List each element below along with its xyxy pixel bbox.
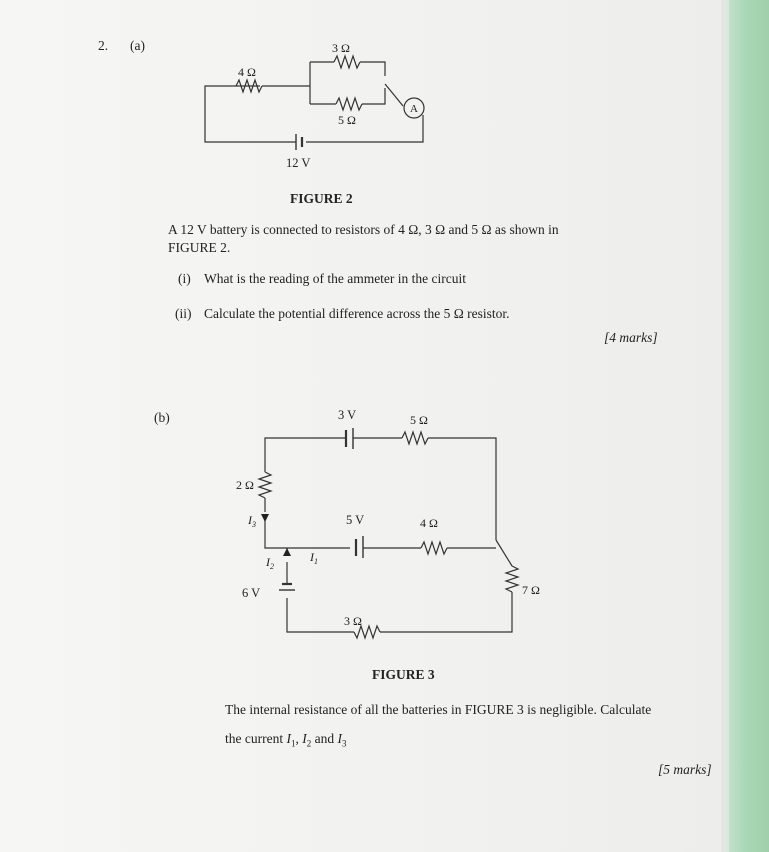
part-a-i-text: What is the reading of the ammeter in the circuit (204, 271, 467, 286)
fig3-label-r2: 2 Ω (236, 478, 254, 492)
part-b-statement-line1: The internal resistance of all the batteries in FIGURE 3 is negligible. Calculate (225, 702, 652, 717)
part-b-label: (b) (154, 410, 170, 425)
part-a-statement-line2: FIGURE 2. (168, 240, 231, 255)
fig2-label-r4: 4 Ω (238, 65, 256, 79)
fig3-arrow-i3 (261, 514, 269, 522)
part-a-i-label: (i) (178, 271, 191, 286)
fig3-resistor-4 (421, 542, 447, 554)
fig3-label-r4: 4 Ω (420, 516, 438, 530)
part-a-ii-label: (ii) (175, 306, 192, 321)
fig3-label-r7: 7 Ω (522, 583, 540, 597)
fig3-arrow-i2 (283, 548, 291, 556)
fig3-label-i2: $I_2$ (266, 555, 274, 571)
fig3-resistor-2 (259, 472, 271, 498)
fig3-label-5v: 5 V (346, 513, 365, 527)
figure-2-caption: FIGURE 2 (290, 191, 353, 206)
fig2-ammeter-label: A (410, 103, 418, 115)
figure-3-caption: FIGURE 3 (372, 667, 435, 682)
fig3-label-i1: $I_1$ (310, 550, 318, 566)
question-number: 2. (98, 38, 109, 53)
part-a-label: (a) (130, 38, 145, 53)
fig3-resistor-5 (402, 432, 428, 444)
fig3-label-6v: 6 V (242, 586, 261, 600)
part-a-marks: [4 marks] (604, 330, 658, 345)
part-a-statement-line1: A 12 V battery is connected to resistors of 4 Ω, 3 Ω and 5 Ω as shown in (168, 222, 559, 237)
fig3-resistor-7 (506, 566, 518, 592)
part-b-statement-line2: the current $I_1$, $I_2$ and $I_3$ (225, 731, 347, 749)
fig2-label-r5: 5 Ω (338, 113, 356, 127)
fig3-label-3v: 3 V (338, 408, 357, 422)
part-a-ii-text: Calculate the potential difference across the 5 Ω resistor. (204, 306, 510, 321)
part-b-marks: [5 marks] (658, 762, 712, 777)
fig2-label-r3: 3 Ω (332, 41, 350, 55)
fig3-label-i3: $I_3$ (248, 513, 256, 529)
fig3-label-r3: 3 Ω (344, 614, 362, 628)
fig2-label-battery: 12 V (286, 156, 311, 170)
fig3-label-r5: 5 Ω (410, 413, 428, 427)
